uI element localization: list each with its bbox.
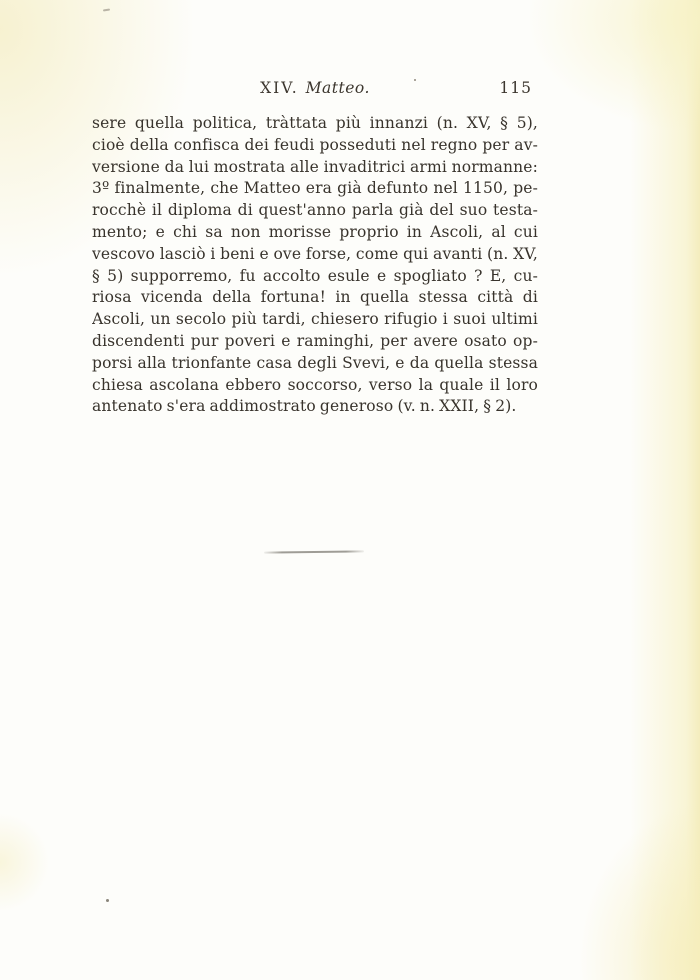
text-line: versione da lui mostrata alle invaditrici armi normanne: bbox=[92, 157, 538, 176]
scan-speck bbox=[106, 899, 109, 902]
page-number: 115 bbox=[499, 79, 532, 97]
text-line: antenato s'era addimostrato generoso (v. n. XXII, § 2). bbox=[92, 397, 517, 416]
text-line: discendenti pur poveri e raminghi, per avere osato op- bbox=[92, 331, 538, 350]
text-line: chiesa ascolana ebbero soccorso, verso la quale il loro bbox=[92, 375, 538, 394]
text-line: sere quella politica, tràttata più innanzi (n. XV, § 5), bbox=[92, 114, 538, 132]
section-divider-rule bbox=[264, 550, 364, 553]
chapter-number: XIV. bbox=[260, 79, 299, 97]
running-header bbox=[92, 78, 538, 100]
text-line: porsi alla trionfante casa degli Svevi, e da quella stessa bbox=[92, 353, 538, 372]
scan-speck bbox=[414, 79, 416, 81]
text-line: riosa vicenda della fortuna! in quella stessa città di bbox=[92, 288, 538, 307]
text-line: § 5) supporremo, fu accolto esule e spogliato ? E, cu- bbox=[92, 266, 538, 285]
text-line: mento; e chi sa non morisse proprio in Ascoli, al cui bbox=[92, 222, 538, 241]
text-line: Ascoli, un secolo più tardi, chiesero rifugio i suoi ultimi bbox=[92, 310, 538, 329]
text-line: vescovo lasciò i beni e ove forse, come qui avanti (n. XV, bbox=[92, 244, 538, 263]
chapter-title: Matteo. bbox=[305, 79, 370, 97]
body-text-block bbox=[92, 113, 538, 418]
scan-speck bbox=[103, 9, 110, 12]
running-header-title bbox=[92, 78, 538, 98]
text-line: cioè della confisca dei feudi posseduti nel regno per av- bbox=[92, 135, 538, 154]
text-line: rocchè il diploma di quest'anno parla già del suo testa- bbox=[92, 201, 538, 220]
text-line: 3º finalmente, che Matteo era già defunto nel 1150, pe- bbox=[92, 179, 538, 198]
